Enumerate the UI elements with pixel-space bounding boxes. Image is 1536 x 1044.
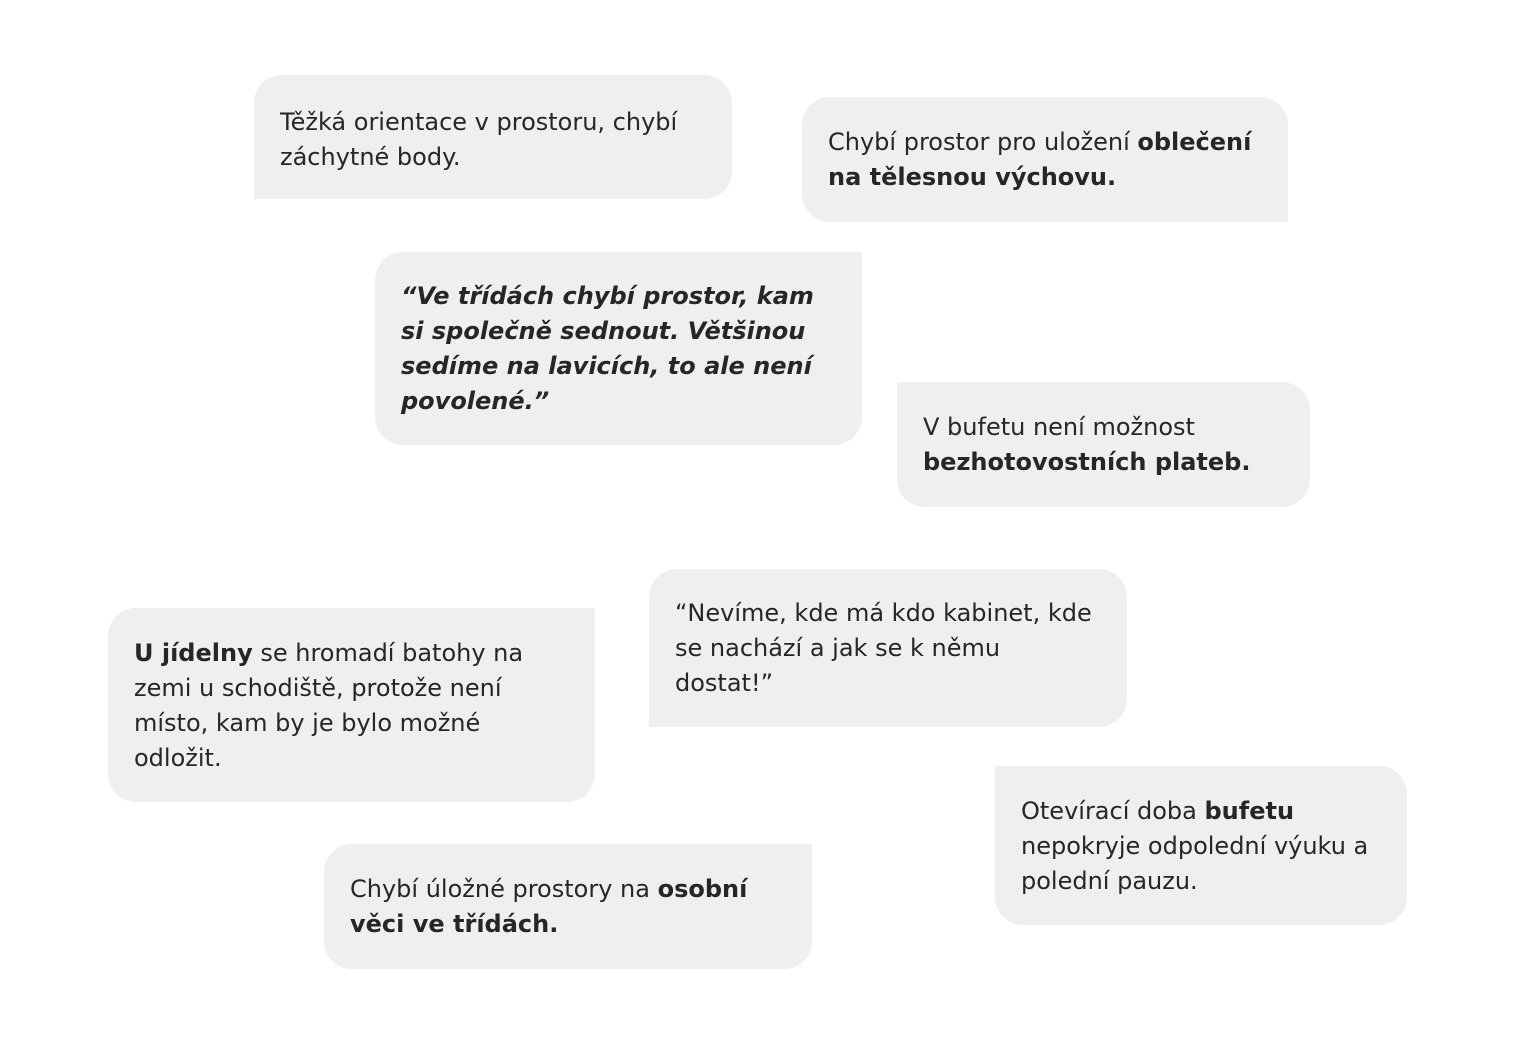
bubble-quote-text: “Ve třídách chybí prostor, kam si společně sednout. Většinou sedíme na lavicích, to ale není povolené.” bbox=[401, 282, 814, 415]
bubble-text: Chybí úložné prostory na bbox=[350, 875, 658, 903]
feedback-bubble-backpacks bbox=[108, 608, 595, 802]
feedback-bubble-opening-hours bbox=[995, 766, 1407, 925]
bubble-emphasis: bezhotovostních plateb. bbox=[923, 448, 1251, 476]
bubble-emphasis: oblečení na tělesnou výchovu. bbox=[828, 128, 1252, 191]
bubble-emphasis: osobní věci ve třídách. bbox=[350, 875, 748, 938]
feedback-bubble-pe-clothing bbox=[802, 97, 1288, 222]
feedback-bubble-storage bbox=[324, 844, 812, 969]
bubble-emphasis: bufetu bbox=[1204, 797, 1295, 825]
bubble-text: Chybí prostor pro uložení bbox=[828, 128, 1138, 156]
feedback-bubble-quote-cabinet bbox=[649, 569, 1127, 727]
bubble-text: V bufetu není možnost bbox=[923, 413, 1195, 441]
feedback-bubble-quote-seating bbox=[375, 252, 862, 445]
bubble-text: Otevírací doba bbox=[1021, 797, 1205, 825]
bubble-text: nepokryje odpolední výuku a polední pauzu. bbox=[1021, 832, 1369, 895]
feedback-bubble-cashless bbox=[897, 382, 1310, 507]
bubble-quote-text: “Nevíme, kde má kdo kabinet, kde se nachází a jak se k němu dostat!” bbox=[675, 599, 1092, 697]
bubble-text: se hromadí batohy na zemi u schodiště, protože není místo, kam by je bylo možné odložit. bbox=[134, 639, 524, 772]
feedback-bubble-orientation bbox=[254, 75, 732, 199]
bubble-emphasis: U jídelny bbox=[134, 639, 253, 667]
bubble-text: Těžká orientace v prostoru, chybí záchytné body. bbox=[280, 108, 678, 171]
